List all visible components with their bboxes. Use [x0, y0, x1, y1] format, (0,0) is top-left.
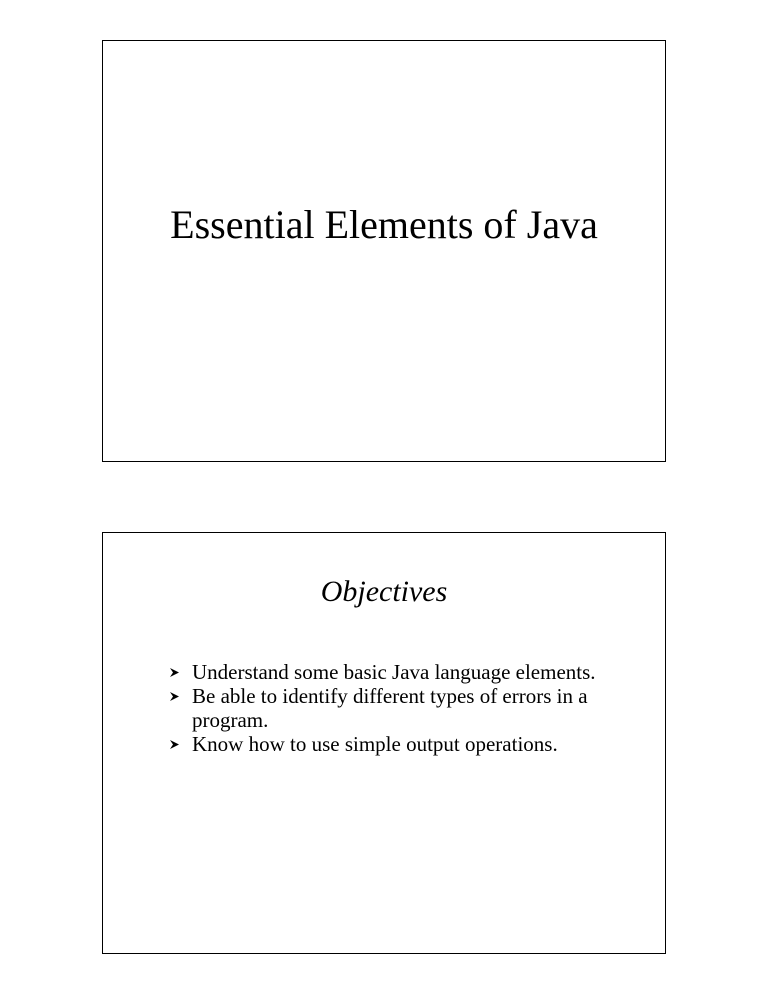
objective-item	[169, 684, 629, 732]
arrowhead-bullet-icon	[169, 684, 183, 708]
objective-text: Be able to identify different types of errors in a program.	[192, 684, 588, 732]
objectives-heading: Objectives	[320, 575, 448, 608]
slide-title-heading: Essential Elements of Java	[170, 202, 598, 247]
objective-text: Understand some basic Java language elements.	[192, 660, 596, 684]
objective-text: Know how to use simple output operations.	[192, 732, 558, 756]
arrowhead-bullet-icon	[169, 660, 183, 684]
objectives-list	[169, 660, 629, 756]
objective-item	[169, 660, 629, 684]
slide-title	[102, 40, 666, 462]
slide-objectives	[102, 532, 666, 954]
arrowhead-bullet-icon	[169, 732, 183, 756]
objective-item	[169, 732, 629, 756]
